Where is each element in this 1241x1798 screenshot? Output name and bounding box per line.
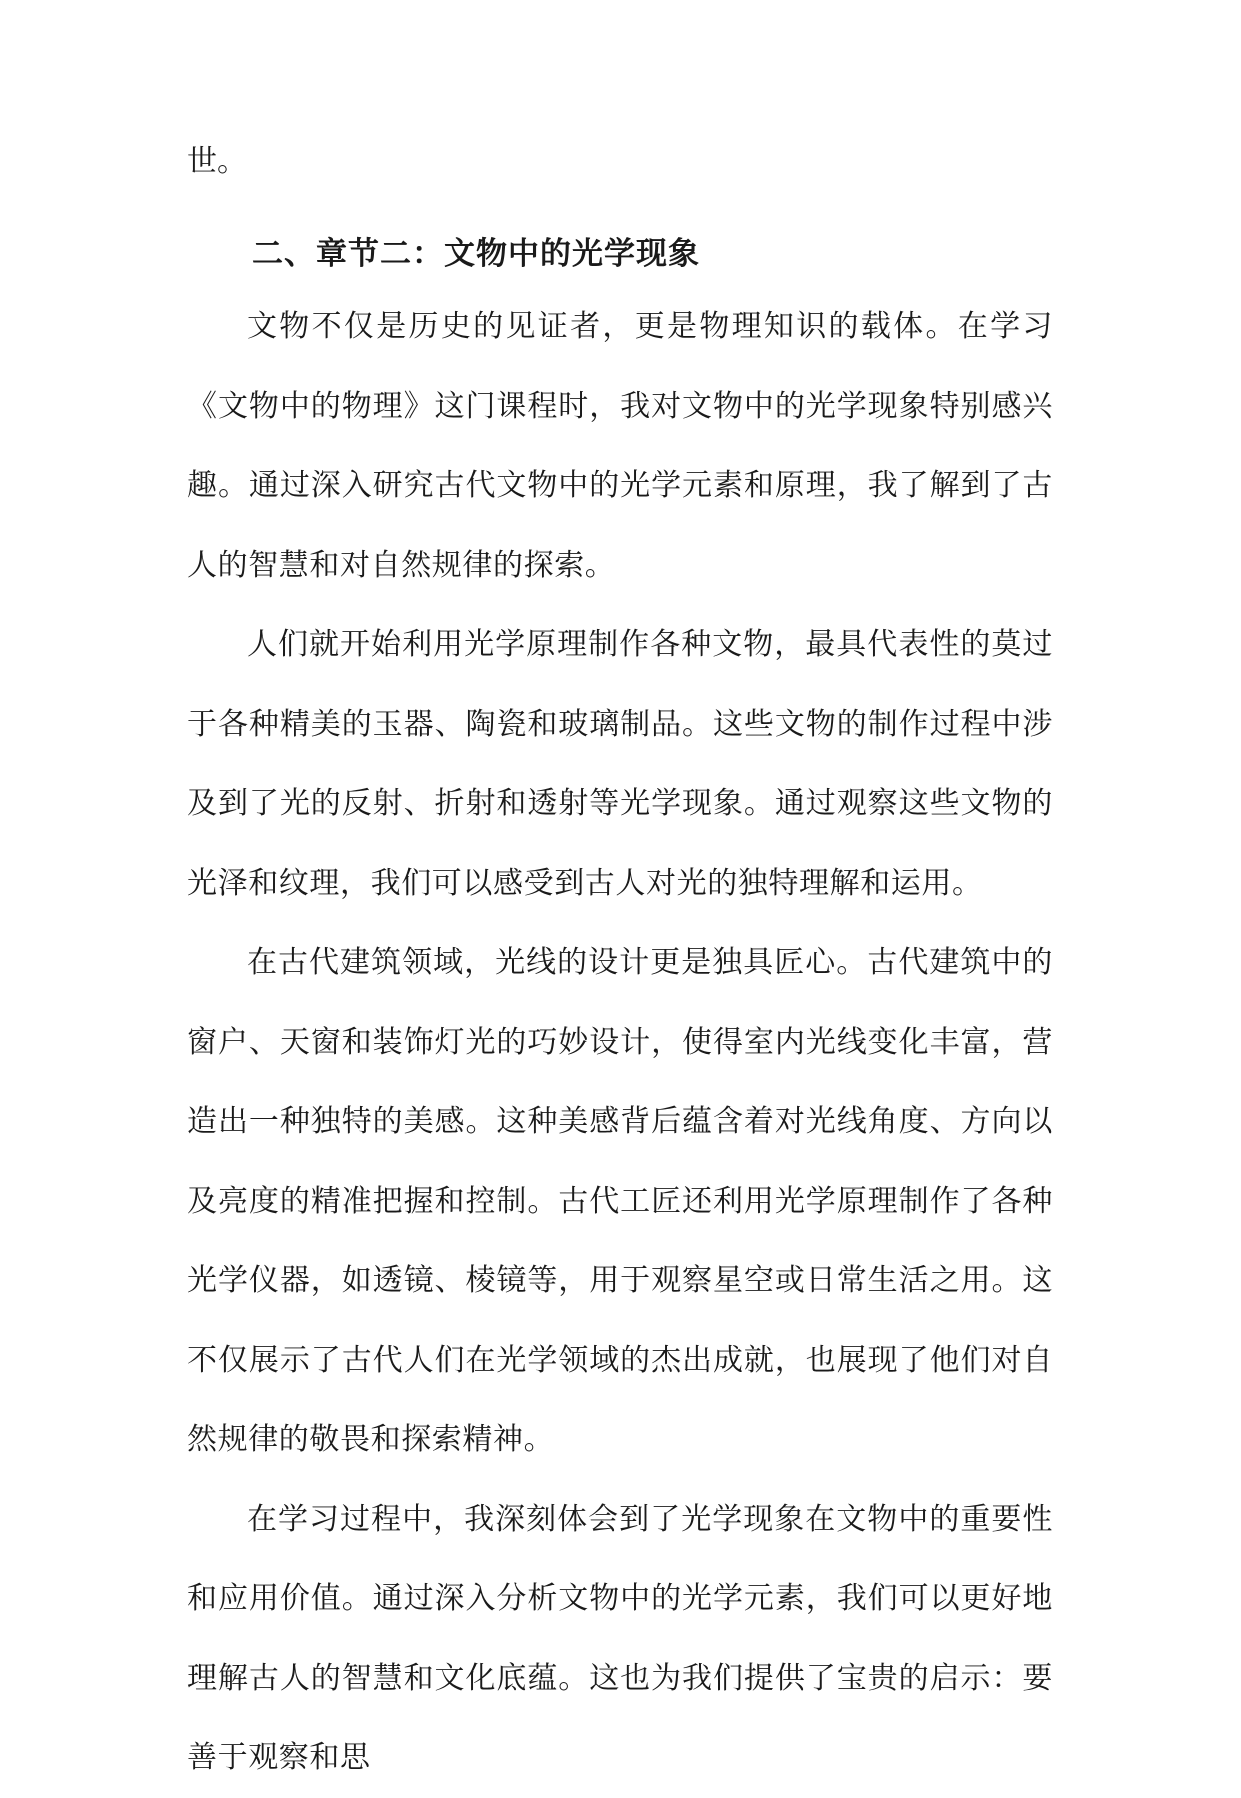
continuation-text: 世。 (187, 144, 247, 179)
paragraph-1: 文物不仅是历史的见证者，更是物理知识的载体。在学习《文物中的物理》这门课程时，我对文物中的光学现象特别感兴趣。通过深入研究古代文物中的光学元素和原理，我了解到了古人的智慧和对自然规律的探索。 (187, 309, 1053, 583)
paragraph-4: 在学习过程中，我深刻体会到了光学现象在文物中的重要性和应用价值。通过深入分析文物中的光学元素，我们可以更好地理解古人的智慧和文化底蕴。这也为我们提供了宝贵的启示：要善于观察和思 (187, 1501, 1053, 1775)
paragraph-3: 在古代建筑领域，光线的设计更是独具匠心。古代建筑中的窗户、天窗和装饰灯光的巧妙设计，使得室内光线变化丰富，营造出一种独特的美感。这种美感背后蕴含着对光线角度、方向以及亮度的精准把握和控制。古代工匠还利用光学原理制作了各种光学仪器，如透镜、棱镜等，用于观察星空或日常生活之用。这不仅展示了古代人们在光学领域的杰出成就，也展现了他们对自然规律的敬畏和探索精神。 (187, 945, 1053, 1457)
paragraph-2: 人们就开始利用光学原理制作各种文物，最具代表性的莫过于各种精美的玉器、陶瓷和玻璃制品。这些文物的制作过程中涉及到了光的反射、折射和透射等光学现象。通过观察这些文物的光泽和纹理，我们可以感受到古人对光的独特理解和运用。 (187, 627, 1053, 901)
body-text (187, 287, 1053, 1798)
section-heading: 二、章节二：文物中的光学现象 (252, 236, 700, 272)
